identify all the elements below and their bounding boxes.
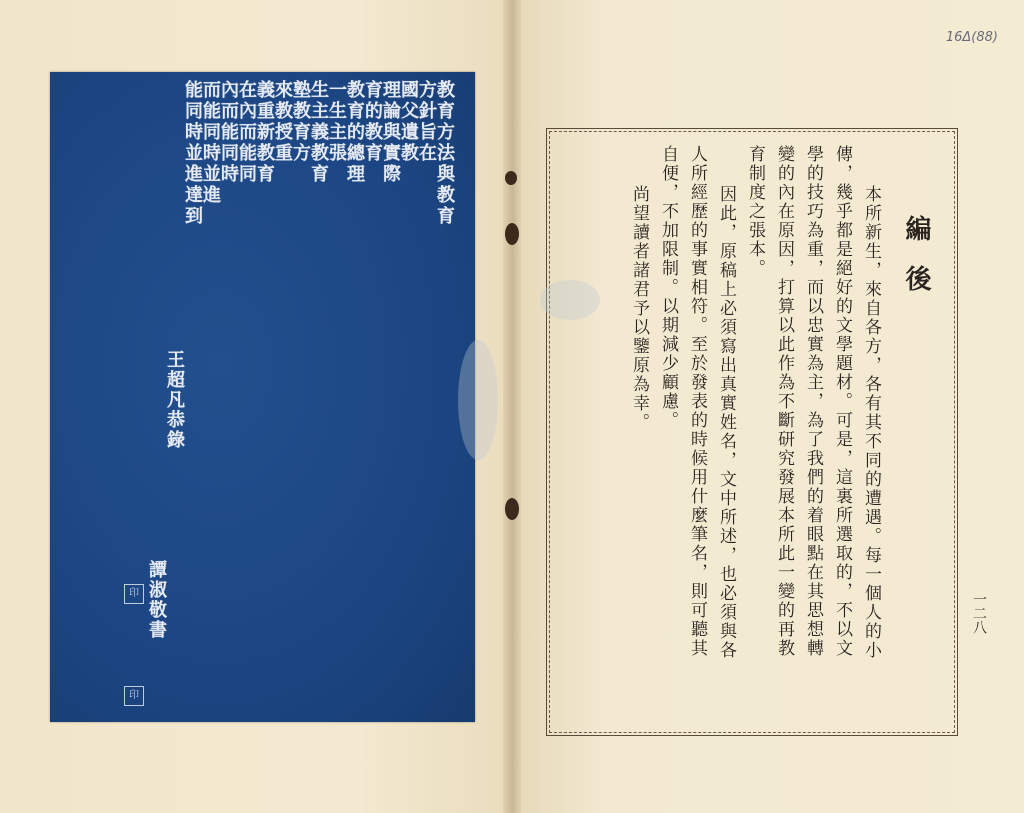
- binding-hole-bottom: [505, 498, 519, 520]
- afterword-text-columns: [565, 145, 943, 719]
- binding-hole-top: [505, 171, 517, 185]
- afterword-column: 尚望讀者諸君予以鑒原為幸。: [629, 185, 649, 432]
- rubbing-column: 能同時並進達到: [182, 80, 203, 227]
- rubbing-column: 教育的總理: [344, 80, 365, 185]
- paper-stain: [458, 340, 498, 460]
- rubbing-column: 塾教育方: [290, 80, 311, 164]
- text-frame-border: [546, 128, 958, 736]
- binding-hole-middle: [505, 223, 519, 245]
- rubbing-column: 義重新教育: [254, 80, 275, 185]
- book-spine: [503, 0, 521, 813]
- rubbing-signature: 王超凡恭錄: [164, 350, 185, 450]
- seal-stamp-lower: 印: [124, 686, 144, 706]
- rubbing-text-columns: [66, 80, 453, 714]
- rubbing-column: 方針旨在: [416, 80, 437, 164]
- rubbing-column: 而能同時並進: [200, 80, 221, 206]
- archive-folio-note: 16Δ(88): [945, 30, 998, 45]
- afterword-column: 自便，不加限制。以期減少顧慮。: [658, 145, 678, 430]
- afterword-column: 變的內在原因，打算以此作為不斷研究發展本所此一變的再教: [774, 145, 794, 658]
- paper-stain: [540, 280, 600, 320]
- rubbing-column: 教育方法與教育: [434, 80, 455, 227]
- rubbing-calligrapher: 譚淑敬書: [146, 560, 167, 640]
- rubbing-column: 育的教育: [362, 80, 383, 164]
- seal-stamp-upper: 印: [124, 584, 144, 604]
- calligraphy-rubbing-plate: [50, 72, 475, 722]
- afterword-column: 育制度之張本。: [745, 145, 765, 278]
- afterword-title: 編後: [901, 215, 931, 315]
- rubbing-column: 生主義教育: [308, 80, 329, 185]
- afterword-column: 本所新生，來自各方，各有其不同的遭遇。每一個人的小: [861, 185, 881, 660]
- rubbing-column: 內而能同時: [218, 80, 239, 185]
- afterword-column: 因此，原稿上必須寫出真實姓名，文中所述，也必須與各: [716, 185, 736, 660]
- afterword-column: 傳，幾乎都是絕好的文學題材。可是，這裏所選取的，不以文: [832, 145, 852, 658]
- rubbing-column: 一生主張: [326, 80, 347, 164]
- page-number: 一二八: [971, 592, 987, 634]
- rubbing-column: 來教授重: [272, 80, 293, 164]
- rubbing-column: 國父遺教: [398, 80, 419, 164]
- afterword-column: 學的技巧為重，而以忠實為主，為了我們的着眼點在其思想轉: [803, 145, 823, 658]
- rubbing-column: 理論與實際: [380, 80, 401, 185]
- rubbing-column: 在內而能同: [236, 80, 257, 185]
- afterword-column: 人所經歷的事實相符。至於發表的時候用什麼筆名，則可聽其: [687, 145, 707, 658]
